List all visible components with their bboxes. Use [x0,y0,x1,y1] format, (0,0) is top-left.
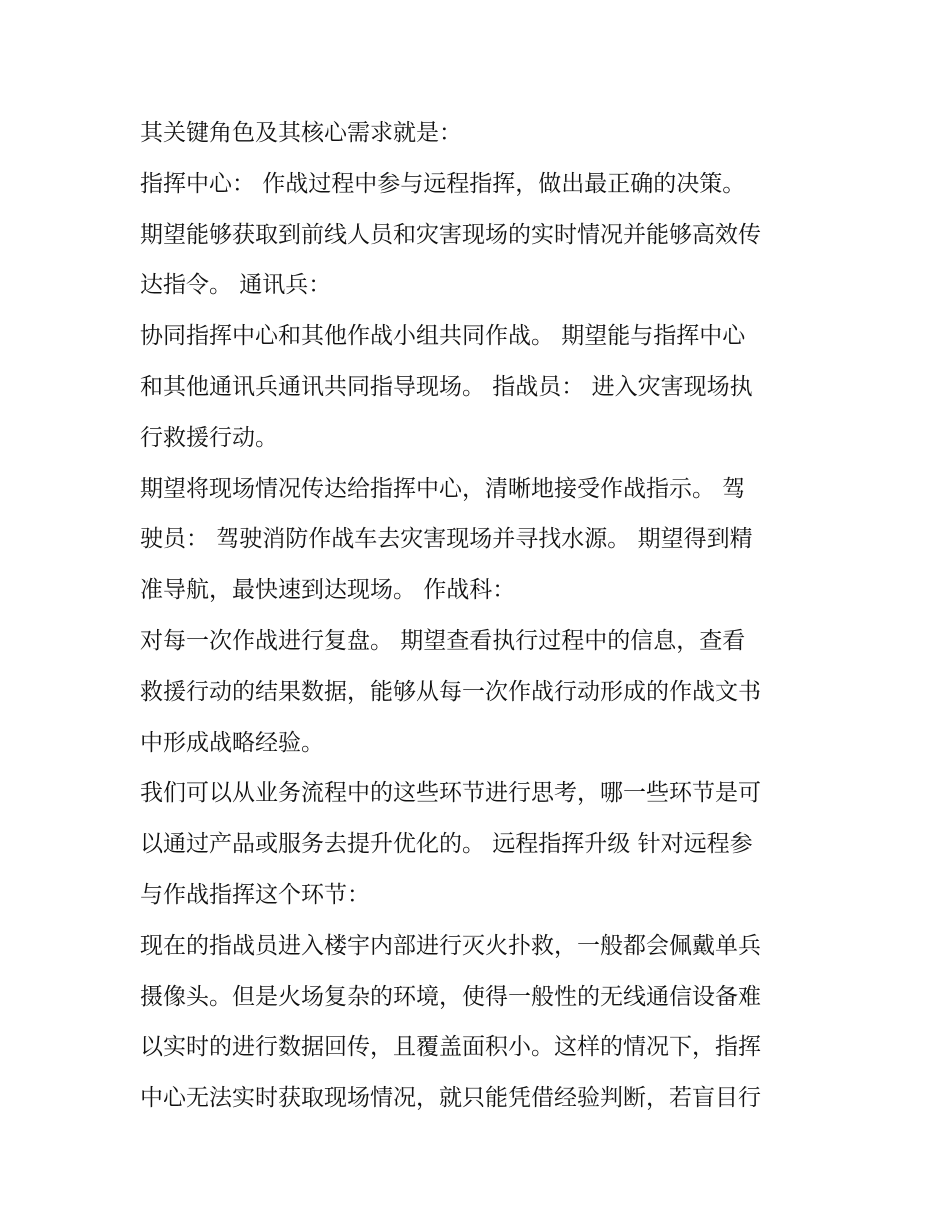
text-line-8: 期望将现场情况传达给指挥中心，清晰地接受作战指示。 驾 [140,475,746,502]
text-line-19: 以实时的进行数据回传，且覆盖面积小。这样的情况下，指挥 [140,1034,761,1061]
text-line-17: 现在的指战员进入楼宇内部进行灭火扑救，一般都会佩戴单兵 [140,932,761,959]
text-line-1: 其关键角色及其核心需求就是： [140,120,462,146]
text-line-16: 与作战指挥这个环节： [140,881,370,908]
text-line-9: 驶员： 驾驶消防作战车去灾害现场并寻找水源。 期望得到精 [140,526,753,553]
text-line-18: 摄像头。但是火场复杂的环境，使得一般性的无线通信设备难 [140,983,761,1010]
text-line-7: 行救援行动。 [140,424,278,451]
text-line-13: 中形成战略经验。 [140,729,324,756]
text-line-14: 我们可以从业务流程中的这些环节进行思考，哪一些环节是可 [140,780,761,807]
text-line-6: 和其他通讯兵通讯共同指导现场。 指战员： 进入灾害现场执 [140,373,753,400]
text-line-4: 达指令。 通讯兵： [140,272,332,299]
text-line-3: 期望能够获取到前线人员和灾害现场的实时情况并能够高效传 [140,221,761,248]
text-line-11: 对每一次作战进行复盘。 期望查看执行过程中的信息，查看 [140,627,746,654]
text-line-12: 救援行动的结果数据，能够从每一次作战行动形成的作战文书 [140,678,761,705]
text-line-10: 准导航，最快速到达现场。 作战科： [140,577,516,604]
document-body [140,108,820,1124]
text-line-15: 以通过产品或服务去提升优化的。 远程指挥升级 针对远程参 [140,831,753,858]
text-line-2: 指挥中心： 作战过程中参与远程指挥，做出最正确的决策。 [140,170,746,197]
text-line-20: 中心无法实时获取现场情况，就只能凭借经验判断，若盲目行 [140,1085,761,1112]
text-line-5: 协同指挥中心和其他作战小组共同作战。 期望能与指挥中心 [140,323,746,350]
